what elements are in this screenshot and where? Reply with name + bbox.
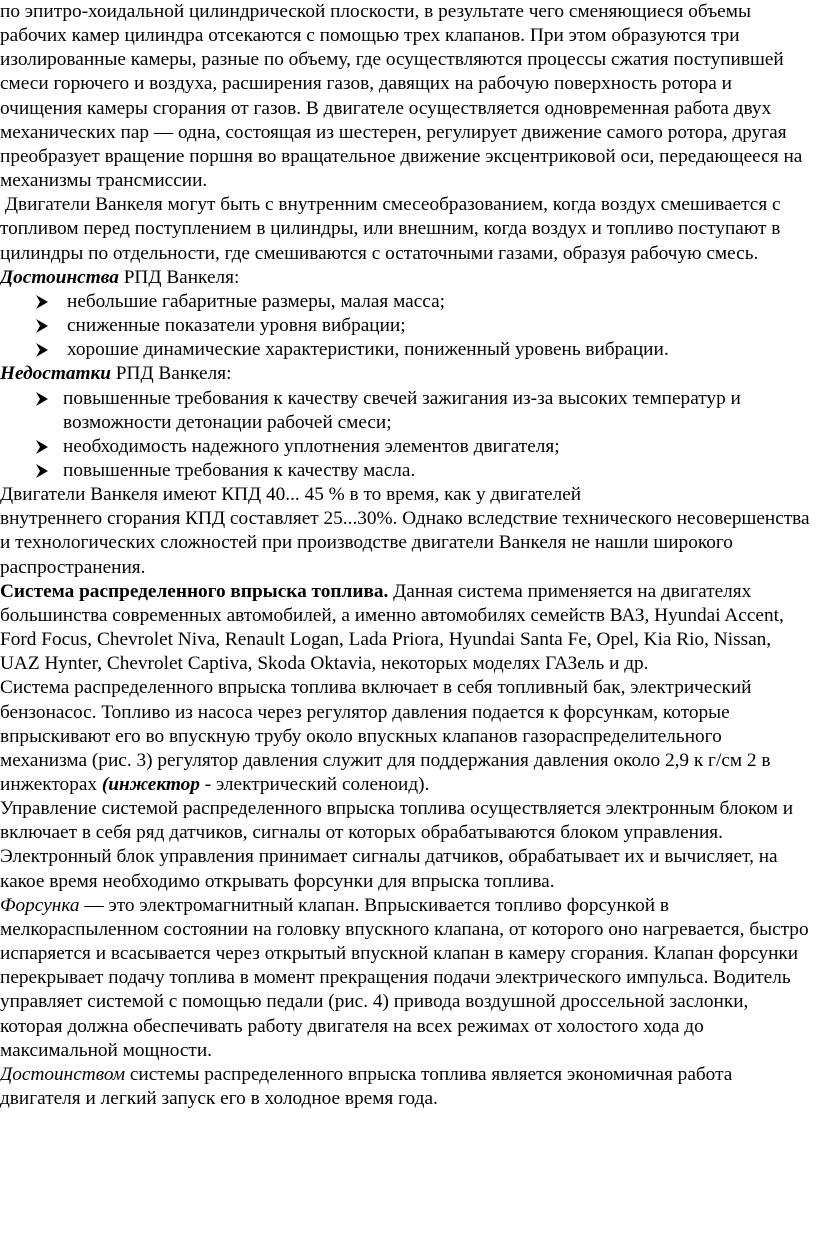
efficiency-paragraph: внутреннего сгорания КПД составляет 25...30%. Однако вследствие технического несовершенства и технологических сложностей при производстве двигатели Ванкеля не нашли широкого распространения. <box>0 508 810 578</box>
injection-system-intro-text: Данная система применяется на двигателях большинства современных автомобилей, а именно автомобилях семейств ВАЗ, Hyundai Accent, Ford Focus, Chevrolet Niva, Renault Logan, Lada Priora, Hyundai Santa Fe, Opel, Kia Rio, Nissan, UAZ Hynter, Chevrolet Captiva, Skoda Oktavia, некоторых моделях ГАЗель и др. <box>0 580 784 675</box>
arrowhead-bullet-icon <box>35 290 55 314</box>
disadvantages-list <box>0 387 812 484</box>
injection-system-paragraph-6 <box>0 1063 812 1111</box>
injector-definition-text: — это электромагнитный клапан. Впрыскивается топливо форсункой в мелкораспыленном состоянии на головку впускного клапана, от которого оно нагревается, быстро испаряется и всасывается через открытый впускной клапан в камеру сгорания. Клапан форсунки перекрывает подачу топлива в момент прекращения подачи электрического импульса. Водитель управляет системой с помощью педали (рис. 4) привода воздушной дроссельной заслонки, которая должна обеспечивать работу двигателя на всех режимах от холостого хода до максимальной мощности. <box>0 894 809 1061</box>
advantage-item-text: хорошие динамические характеристики, пониженный уровень вибрации. <box>67 339 669 361</box>
arrowhead-bullet-icon <box>35 314 55 338</box>
advantages-heading <box>0 266 812 290</box>
injection-system-paragraph-4: Электронный блок управления принимает сигналы датчиков, обрабатывает их и вычисляет, на какое время необходимо открывать форсунки для впрыска топлива. <box>0 846 778 892</box>
list-item <box>0 338 812 362</box>
advantage-text: системы распределенного впрыска топлива является экономичная работа двигателя и легкий запуск его в холодное время года. <box>0 1063 733 1110</box>
disadvantages-heading-emph: Недостатки <box>0 363 111 385</box>
injection-system-title: Система распределенного впрыска топлива. <box>0 580 389 602</box>
advantage-item-text: сниженные показатели уровня вибрации; <box>67 315 406 337</box>
advantages-heading-rest: РПД Ванкеля: <box>118 266 240 288</box>
advantage-term: Достоинством <box>0 1063 126 1085</box>
disadvantage-item-text: повышенные требования к качеству свечей зажигания из-за высоких температур и возможности детонации рабочей смеси; <box>63 387 741 433</box>
list-item <box>0 459 812 483</box>
advantage-item-text: небольшие габаритные размеры, малая масса; <box>67 290 445 312</box>
injection-paragraph-2-start: Система распределенного впрыска топлива включает в себя топливный бак, электрический бензонасос. Топливо из насоса через регулятор давления подается к форсункам, которые впрыскивают его во впускную трубу около впускных клапанов газораспределительного механизма (рис. 3) регулятор давления служит для поддержания давления около 2,9 к г/см 2 в инжекторах <box>0 677 771 795</box>
arrowhead-bullet-icon <box>35 435 55 459</box>
list-item <box>0 435 812 459</box>
injection-system-paragraph-2 <box>0 676 812 797</box>
injection-paragraph-2-end: - электрический соленоид). <box>199 774 430 795</box>
injection-system-paragraph-5 <box>0 894 812 1063</box>
arrowhead-bullet-icon <box>35 338 55 362</box>
intro-paragraph-1: по эпитро-хоидальной цилиндрической плоскости, в результате чего сменяющиеся объемы рабочих камер цилиндра отсекаются с помощью трех клапанов. При этом образуются три изолированные камеры, разные по объему, где осуществляются процессы сжатия поступившей смеси горючего и воздуха, расширения газов, давящих на рабочую поверхность ротора и очищения камеры сгорания от газов. В двигателе осуществляется одновременная работа двух механических пар — одна, состоящая из шестерен, регулирует движение самого ротора, другая преобразует вращение поршня во вращательное движение эксцентриковой оси, передающееся на механизмы трансмиссии. <box>0 1 803 192</box>
list-item <box>0 290 812 314</box>
disadvantage-item-text: повышенные требования к качеству масла. <box>63 459 416 481</box>
disadvantage-item-text: необходимость надежного уплотнения элементов двигателя; <box>63 435 560 457</box>
advantages-heading-emph: Достоинства <box>0 266 119 288</box>
injection-system-paragraph-3: Управление системой распределенного впрыска топлива осуществляется электронным блоком и включает в себя ряд датчиков, сигналы от которых обрабатываются блоком управления. <box>0 798 794 844</box>
efficiency-line-1: Двигатели Ванкеля имеют КПД 40... 45 % в то время, как у двигателей <box>0 484 582 506</box>
intro-paragraph-2: Двигатели Ванкеля могут быть с внутренним смесеобразованием, когда воздух смешивается с топливом перед поступлением в цилиндры, или внешним, когда воздух и топливо поступают в цилиндры по отдельности, где смешиваются с остаточными газами, образуя рабочую смесь. <box>0 194 786 264</box>
list-item <box>0 387 812 435</box>
disadvantages-heading-rest: РПД Ванкеля: <box>110 363 232 385</box>
arrowhead-bullet-icon <box>35 387 55 411</box>
advantages-list <box>0 290 812 362</box>
disadvantages-heading <box>0 362 812 386</box>
injection-system-intro <box>0 580 812 677</box>
list-item <box>0 314 812 338</box>
arrowhead-bullet-icon <box>35 459 55 483</box>
injector-term: (инжектор <box>101 774 200 795</box>
injector-definition-term: Форсунка <box>0 894 80 916</box>
